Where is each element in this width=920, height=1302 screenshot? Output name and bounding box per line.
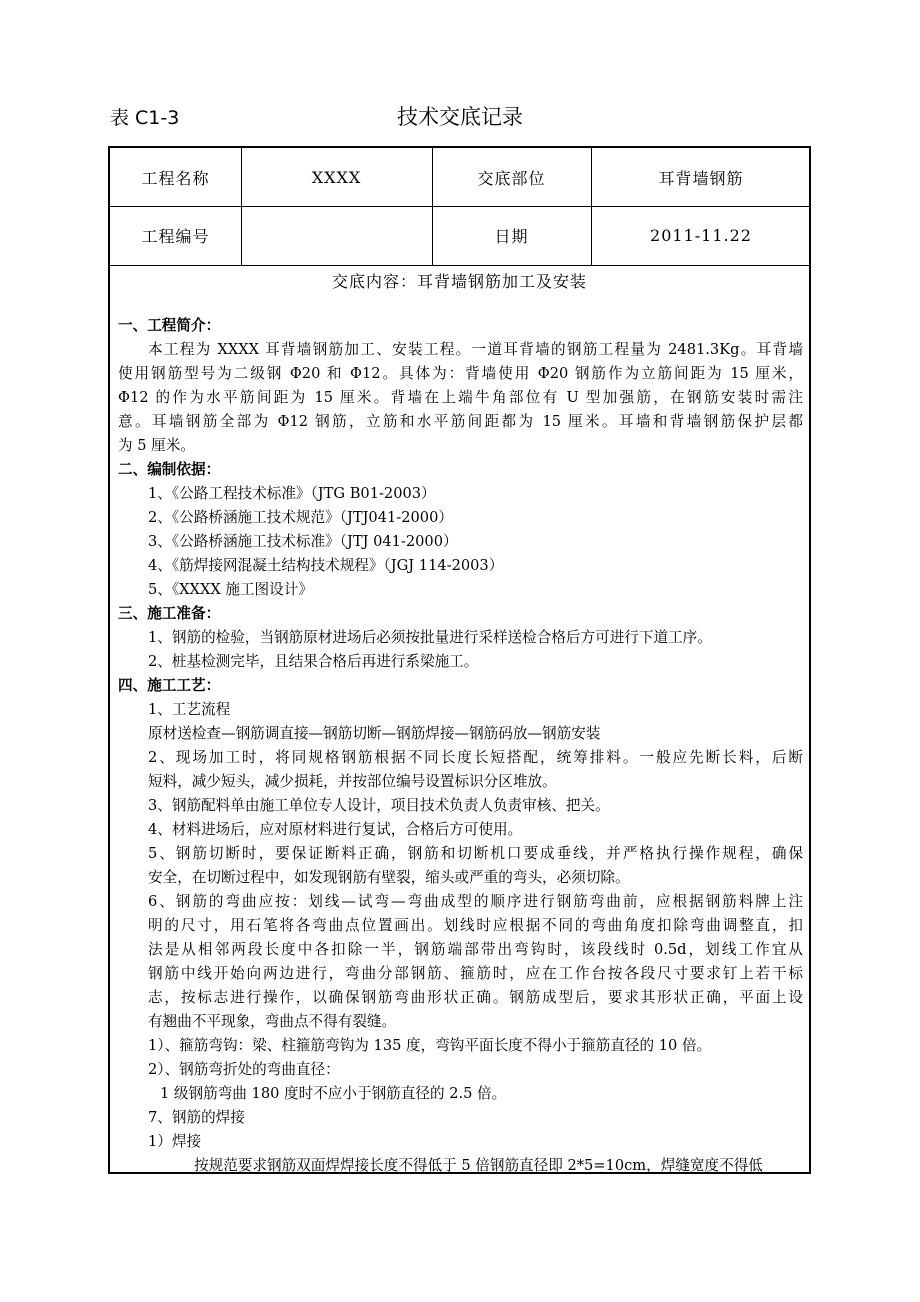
- project-no-value: [241, 206, 432, 265]
- text-line: 1）焊接: [148, 1133, 202, 1150]
- project-name-value: XXXX: [311, 167, 362, 187]
- list-item: 4、《筋焊接网混凝土结构技术规程》（JGJ 114-2003）: [148, 557, 504, 574]
- content-title: 交底内容：耳背墙钢筋加工及安装: [331, 272, 587, 291]
- section-heading: 一、工程简介：: [118, 317, 221, 334]
- section-heading: 四、施工工艺：: [118, 677, 221, 694]
- list-item: 2、《公路桥涵施工技术规范》（JTJ041-2000）: [148, 509, 453, 526]
- document-title: 技术交底记录: [397, 105, 523, 129]
- text-line: 法是从相邻两段长度中各扣除一半，钢筋端部带出弯钩时，该段线时 0.5d，划线工作宜从: [148, 941, 803, 958]
- subsection-title: 7、钢筋的焊接: [148, 1109, 245, 1126]
- content-body: [118, 314, 803, 1178]
- text-line: 有翘曲不平现象，弯曲点不得有裂缝。: [148, 1013, 397, 1030]
- section-heading: 三、施工准备：: [118, 605, 221, 622]
- text-line: 6、钢筋的弯曲应按：划线—试弯—弯曲成型的顺序进行钢筋弯曲前，应根据钢筋料牌上注: [148, 893, 803, 910]
- text-line: 2）、钢筋弯折处的弯曲直径：: [148, 1061, 340, 1078]
- list-item: 1、钢筋的检验，当钢筋原材进场后必须按批量进行采样送检合格后方可进行下道工序。: [148, 629, 712, 646]
- list-item: 1、《公路工程技术标准》（JTG B01-2003）: [148, 485, 436, 502]
- text-line: Φ12 的作为水平筋间距为 15 厘米。背墙在上端牛角部位有 U 型加强筋，在钢筋安装时需注: [118, 389, 803, 406]
- text-line: 2、现场加工时，将同规格钢筋根据不同长度长短搭配，统筹排料。一般应先断长料，后断: [148, 749, 803, 766]
- text-line: 短料，减少短头，减少损耗，并按部位编号设置标识分区堆放。: [148, 773, 557, 790]
- text-line: 钢筋中线开始向两边进行，弯曲分部钢筋、箍筋时，应在工作台按各段尺寸要求钉上若干标: [148, 965, 803, 982]
- date-value: 2011-11.22: [650, 226, 752, 245]
- text-line: 明的尺寸，用石笔将各弯曲点位置画出。划线时应根据不同的弯曲角度扣除弯曲调整直，扣: [148, 917, 803, 934]
- text-line: 志，按标志进行操作，以确保钢筋弯曲形状正确。钢筋成型后，要求其形状正确，平面上设: [148, 989, 803, 1006]
- text-line: 使用钢筋型号为二级钢 Φ20 和 Φ12。具体为：背墙使用 Φ20 钢筋作为立筋间距为 15 厘米，: [118, 365, 803, 382]
- project-name-label: 工程名称: [141, 168, 210, 188]
- text-line: 本工程为 XXXX 耳背墙钢筋加工、安装工程。一道耳背墙的钢筋工程量为 2481.3Kg。耳背墙: [148, 341, 803, 358]
- text-line: 1）、箍筋弯钩：梁、柱箍筋弯钩为 135 度，弯钩平面长度不得小于箍筋直径的 10 倍。: [148, 1037, 712, 1054]
- record-form: [108, 146, 811, 1174]
- row-divider: [110, 265, 809, 266]
- text-line: 按规范要求钢筋双面焊焊接长度不得低于 5 倍钢筋直径即 2*5=10cm，焊缝宽度不得低: [194, 1157, 763, 1174]
- text-line: 意。耳墙钢筋全部为 Φ12 钢筋，立筋和水平筋间距都为 15 厘米。耳墙和背墙钢筋保护层都: [118, 413, 803, 430]
- project-no-label: 工程编号: [141, 227, 210, 246]
- section-heading: 二、编制依据：: [118, 461, 221, 478]
- text-line: 4、材料进场后，应对原材料进行复试，合格后方可使用。: [148, 821, 523, 838]
- list-item: 2、桩基检测完毕，且结果合格后再进行系梁施工。: [148, 653, 479, 670]
- location-value: 耳背墙钢筋: [658, 168, 744, 188]
- text-line: 1 级钢筋弯曲 180 度时不应小于钢筋直径的 2.5 倍。: [160, 1085, 507, 1102]
- subsection-title: 1、工艺流程: [148, 701, 231, 718]
- form-code: 表 C1-3: [110, 107, 180, 129]
- location-label: 交底部位: [477, 168, 546, 188]
- list-item: 5、《XXXX 施工图设计》: [148, 581, 313, 598]
- text-line: 3、钢筋配料单由施工单位专人设计，项目技术负责人负责审核、把关。: [148, 797, 610, 814]
- text-line: 5、钢筋切断时，要保证断料正确，钢筋和切断机口要成垂线，并严格执行操作规程，确保: [148, 845, 803, 862]
- text-line: 为 5 厘米。: [118, 437, 195, 454]
- date-label: 日期: [494, 227, 529, 246]
- process-flow: 原材送检查—钢筋调直接—钢筋切断—钢筋焊接—钢筋码放—钢筋安装: [148, 725, 601, 742]
- text-line: 安全，在切断过程中，如发现钢筋有壁裂，缩头或严重的弯头，必须切除。: [148, 869, 630, 886]
- list-item: 3、《公路桥涵施工技术标准》（JTJ 041-2000）: [148, 533, 458, 550]
